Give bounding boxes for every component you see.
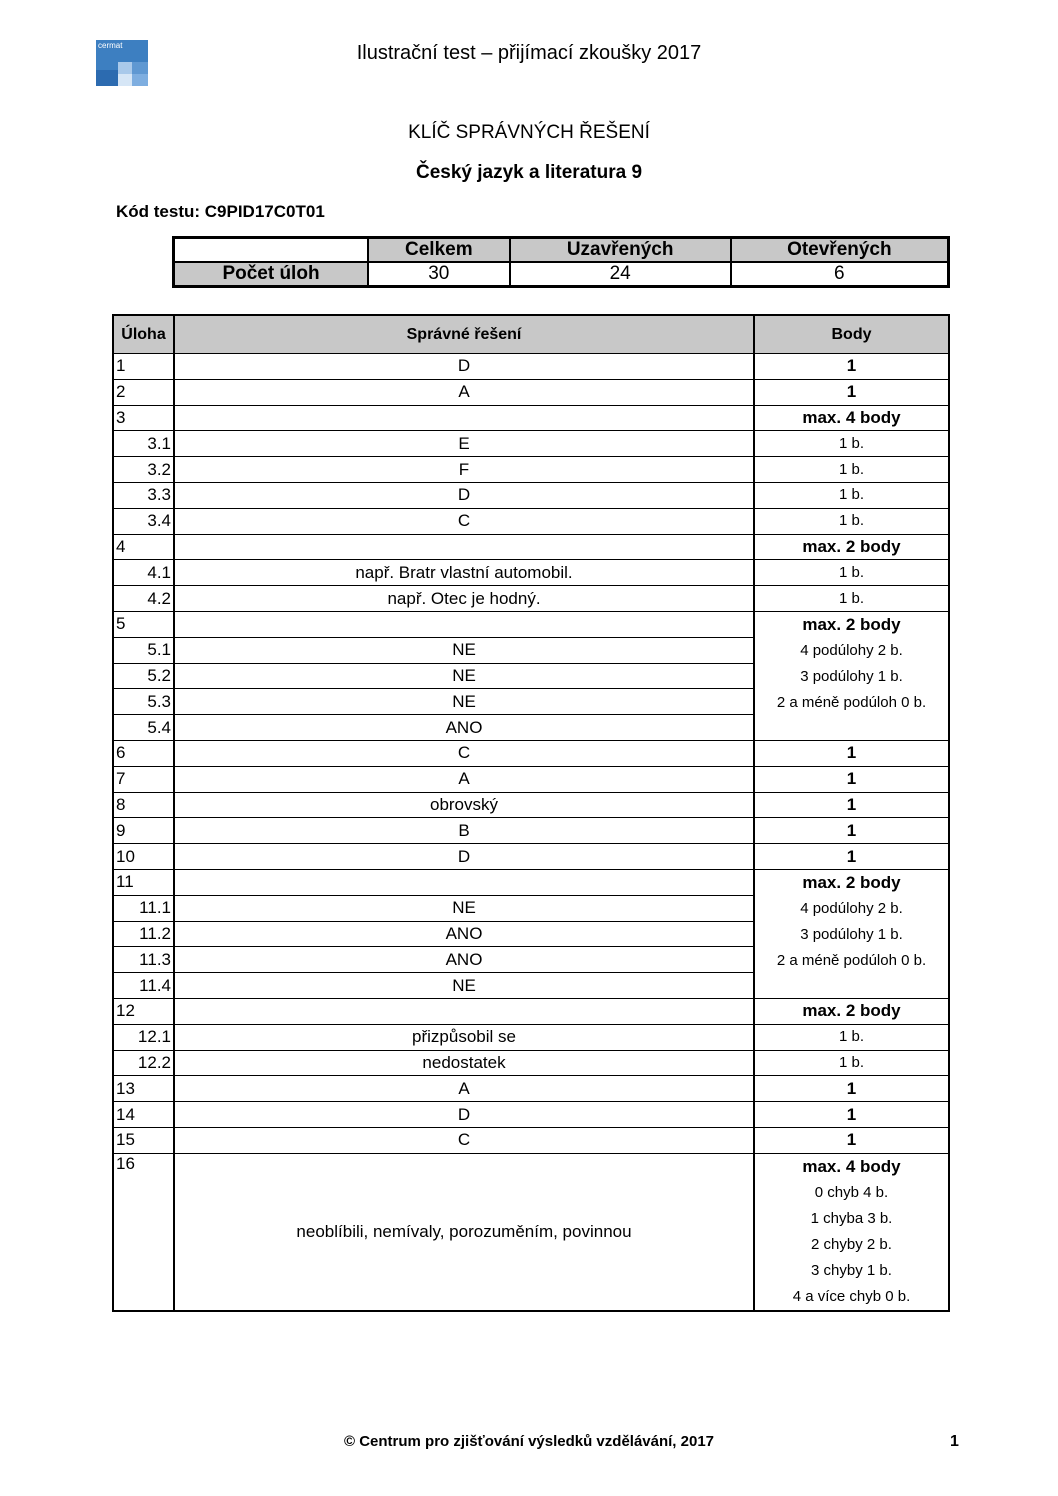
document-header-title: Ilustrační test – přijímací zkoušky 2017 — [356, 42, 702, 64]
summary-header-closed: Uzavřených — [510, 238, 731, 263]
correct-answer: obrovský — [174, 792, 754, 818]
correct-answer: nedostatek — [174, 1050, 754, 1076]
summary-header-row — [174, 238, 949, 263]
header-solution: Správné řešení — [174, 315, 754, 354]
task-number: 6 — [113, 740, 174, 766]
correct-answer: NE — [174, 973, 754, 999]
points: 1 b. — [754, 586, 949, 612]
table-row — [113, 1050, 949, 1076]
summary-row-label: Počet úloh — [174, 262, 369, 287]
task-number: 4.1 — [113, 560, 174, 586]
points-line: 4 a více chyb 0 b. — [792, 1287, 911, 1305]
task-number: 1 — [113, 354, 174, 380]
task-number: 13 — [113, 1076, 174, 1102]
correct-answer: ANO — [174, 715, 754, 741]
points: max. 2 body — [754, 534, 949, 560]
correct-answer — [174, 405, 754, 431]
table-row — [113, 1024, 949, 1050]
footer-copyright: © Centrum pro zjišťování výsledků vzdělávání, 2017 — [343, 1433, 715, 1450]
task-number: 11.3 — [113, 947, 174, 973]
correct-answer: E — [174, 431, 754, 457]
correct-answer: NE — [174, 663, 754, 689]
table-row — [113, 1076, 949, 1102]
table-row — [113, 1127, 949, 1153]
points: 1 — [754, 766, 949, 792]
table-row — [113, 586, 949, 612]
table-row — [113, 405, 949, 431]
points: 1 — [754, 792, 949, 818]
correct-answer: D — [174, 844, 754, 870]
correct-answer — [174, 998, 754, 1024]
task-number: 11.4 — [113, 973, 174, 999]
table-row — [113, 534, 949, 560]
summary-value-open: 6 — [731, 262, 949, 287]
header-task: Úloha — [113, 315, 174, 354]
points-line: 3 podúlohy 1 b. — [800, 667, 903, 685]
correct-answer: neoblíbili, nemívaly, porozuměním, povinnou — [174, 1153, 754, 1311]
points-line: 3 podúlohy 1 b. — [800, 925, 903, 943]
table-row — [113, 869, 949, 895]
points-breakdown — [754, 1153, 949, 1311]
summary-header-total: Celkem — [368, 238, 510, 263]
points: 1 — [754, 740, 949, 766]
header-points: Body — [754, 315, 949, 354]
task-number: 8 — [113, 792, 174, 818]
task-number: 5 — [113, 611, 174, 637]
subject-title: Český jazyk a literatura 9 — [415, 162, 643, 183]
correct-answer: D — [174, 482, 754, 508]
points: 1 b. — [754, 457, 949, 483]
correct-answer: B — [174, 818, 754, 844]
table-row — [113, 354, 949, 380]
table-row — [113, 792, 949, 818]
correct-answer — [174, 611, 754, 637]
table-row — [113, 611, 949, 637]
task-number: 4 — [113, 534, 174, 560]
points-line: 1 chyba 3 b. — [810, 1209, 893, 1227]
summary-empty-cell — [174, 238, 369, 263]
points: max. 2 body — [754, 998, 949, 1024]
summary-value-total: 30 — [368, 262, 510, 287]
correct-answer: NE — [174, 637, 754, 663]
task-number: 16 — [113, 1153, 174, 1311]
correct-answer: např. Otec je hodný. — [174, 586, 754, 612]
table-row — [113, 766, 949, 792]
points-line: max. 2 body — [802, 614, 901, 634]
correct-answer: D — [174, 354, 754, 380]
task-number: 5.3 — [113, 689, 174, 715]
points-line: 4 podúlohy 2 b. — [800, 899, 903, 917]
points: 1 b. — [754, 431, 949, 457]
points-line: 0 chyb 4 b. — [814, 1183, 889, 1201]
correct-answer: A — [174, 379, 754, 405]
points: 1 — [754, 354, 949, 380]
task-number: 10 — [113, 844, 174, 870]
task-number: 9 — [113, 818, 174, 844]
task-number: 2 — [113, 379, 174, 405]
answer-key-table — [112, 314, 950, 1312]
task-number: 15 — [113, 1127, 174, 1153]
table-row — [113, 740, 949, 766]
correct-answer: ANO — [174, 921, 754, 947]
points: 1 b. — [754, 1050, 949, 1076]
task-number: 3.1 — [113, 431, 174, 457]
table-row — [113, 560, 949, 586]
task-number: 4.2 — [113, 586, 174, 612]
task-number: 5.2 — [113, 663, 174, 689]
points: 1 b. — [754, 508, 949, 534]
points: 1 — [754, 1102, 949, 1128]
table-row — [113, 1153, 949, 1311]
correct-answer: C — [174, 1127, 754, 1153]
points: 1 — [754, 818, 949, 844]
task-number: 11.1 — [113, 895, 174, 921]
table-row — [113, 844, 949, 870]
answer-key-body — [113, 354, 949, 1311]
correct-answer: ANO — [174, 947, 754, 973]
correct-answer: NE — [174, 895, 754, 921]
points-line: 3 chyby 1 b. — [811, 1261, 892, 1279]
task-number: 3.2 — [113, 457, 174, 483]
task-number: 12 — [113, 998, 174, 1024]
summary-value-closed: 24 — [510, 262, 731, 287]
table-row — [113, 998, 949, 1024]
points: 1 b. — [754, 1024, 949, 1050]
correct-answer: F — [174, 457, 754, 483]
page-number: 1 — [950, 1433, 959, 1450]
task-number: 5.4 — [113, 715, 174, 741]
summary-table — [172, 236, 950, 288]
table-row — [113, 1102, 949, 1128]
points-line: 4 podúlohy 2 b. — [800, 641, 903, 659]
table-row — [113, 379, 949, 405]
key-title: KLÍČ SPRÁVNÝCH ŘEŠENÍ — [408, 122, 650, 143]
task-number: 3 — [113, 405, 174, 431]
points-line: max. 2 body — [802, 872, 901, 892]
task-number: 14 — [113, 1102, 174, 1128]
logo-text: cermat — [98, 41, 123, 50]
points: 1 b. — [754, 560, 949, 586]
answer-key-header-row — [113, 315, 949, 354]
points: max. 4 body — [754, 405, 949, 431]
correct-answer: C — [174, 740, 754, 766]
test-code: Kód testu: C9PID17C0T01 — [116, 202, 325, 221]
points: 1 — [754, 1127, 949, 1153]
table-row — [113, 482, 949, 508]
task-number: 3.3 — [113, 482, 174, 508]
task-number: 3.4 — [113, 508, 174, 534]
correct-answer: NE — [174, 689, 754, 715]
correct-answer: např. Bratr vlastní automobil. — [174, 560, 754, 586]
correct-answer: přizpůsobil se — [174, 1024, 754, 1050]
points-line: 2 a méně podúloh 0 b. — [776, 951, 927, 969]
points: 1 — [754, 844, 949, 870]
correct-answer — [174, 869, 754, 895]
task-number: 7 — [113, 766, 174, 792]
task-number: 11.2 — [113, 921, 174, 947]
task-number: 5.1 — [113, 637, 174, 663]
correct-answer — [174, 534, 754, 560]
table-row — [113, 457, 949, 483]
correct-answer: A — [174, 1076, 754, 1102]
task-number: 12.2 — [113, 1050, 174, 1076]
correct-answer: A — [174, 766, 754, 792]
points-line: max. 4 body — [802, 1156, 901, 1176]
task-number: 12.1 — [113, 1024, 174, 1050]
table-row — [113, 431, 949, 457]
summary-header-open: Otevřených — [731, 238, 949, 263]
task-number: 11 — [113, 869, 174, 895]
points-breakdown — [754, 611, 949, 740]
points: 1 — [754, 379, 949, 405]
table-row — [113, 818, 949, 844]
points: 1 b. — [754, 482, 949, 508]
points-line: 2 chyby 2 b. — [811, 1235, 892, 1253]
correct-answer: D — [174, 1102, 754, 1128]
points-breakdown — [754, 869, 949, 998]
summary-value-row — [174, 262, 949, 287]
points: 1 — [754, 1076, 949, 1102]
correct-answer: C — [174, 508, 754, 534]
points-line: 2 a méně podúloh 0 b. — [776, 693, 927, 711]
table-row — [113, 508, 949, 534]
